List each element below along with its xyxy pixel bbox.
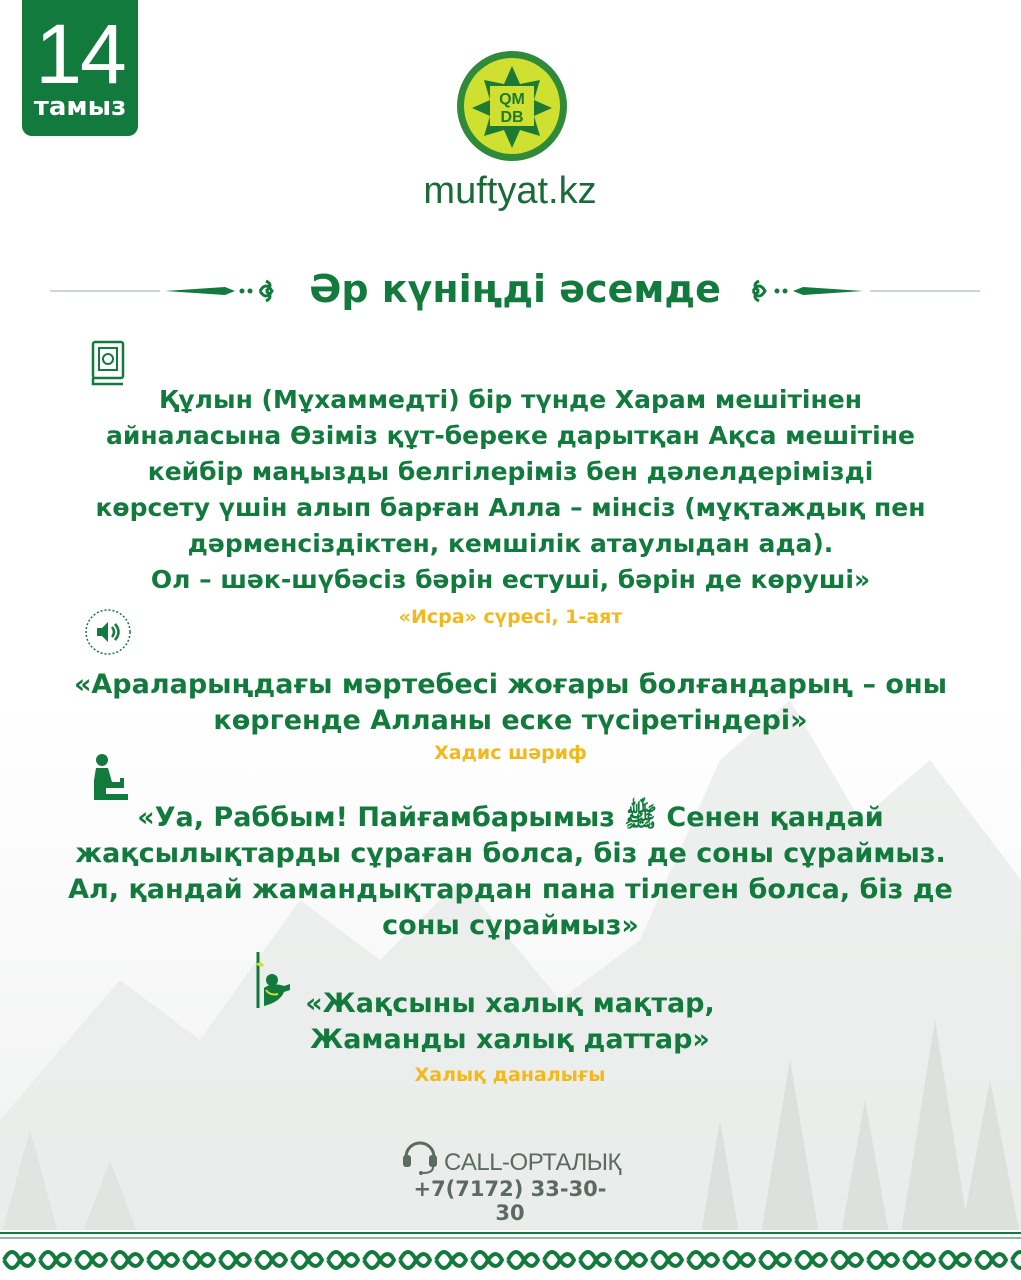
headset-icon bbox=[400, 1135, 440, 1175]
prayer-text bbox=[40, 800, 981, 944]
hadith-source: Хадис шәриф bbox=[434, 742, 587, 764]
proverb-source: Халық даналығы bbox=[414, 1064, 606, 1086]
logo-text-top: QM bbox=[499, 91, 525, 108]
ornamental-border bbox=[0, 1230, 1021, 1280]
right-ornament bbox=[745, 255, 980, 325]
hadith-line: көргенде Алланы еске түсіретіндері» bbox=[213, 705, 808, 736]
proverb-line: «Жақсыны халық мақтар, bbox=[305, 988, 715, 1019]
hadith-line: «Араларыңдағы мәртебесі жоғары болғандарың – оны bbox=[73, 669, 948, 700]
call-center-label: CALL-ОРТАЛЫҚ bbox=[444, 1149, 621, 1176]
page-title: Әр күніңді әсемде bbox=[309, 267, 721, 311]
verse-line: Ол – шәк-шүбәсіз бәрін естуші, бәрін де көруші» bbox=[150, 565, 871, 594]
date-badge bbox=[22, 0, 138, 136]
verse-line: Құлын (Мұхаммедті) бір түнде Харам мешітінен bbox=[158, 385, 862, 414]
verse-line: көрсету үшін алып барған Алла – мінсіз (мұқтаждық пен bbox=[95, 493, 926, 522]
call-center-phone[interactable]: +7(7172) 33-30-30 bbox=[413, 1177, 607, 1225]
site-name: muftyat.kz bbox=[423, 170, 597, 212]
speaker-icon bbox=[84, 608, 132, 656]
prayer-line: «Уа, Раббым! Пайғамбарымыз ﷺ Сенен қандай bbox=[137, 802, 884, 833]
verse-source: «Исра» сүресі, 1-аят bbox=[398, 606, 623, 628]
call-center bbox=[400, 1135, 630, 1225]
heading-row bbox=[50, 255, 980, 325]
quran-verse bbox=[40, 382, 981, 598]
prayer-line: Ал, қандай жамандықтардан пана тілеген болса, біз де bbox=[68, 874, 953, 905]
verse-line: дәрменсіздіктен, кемшілік атаулыдан ада). bbox=[187, 529, 834, 558]
date-month: тамыз bbox=[33, 92, 127, 122]
proverb-text bbox=[270, 986, 750, 1058]
quran-book-icon bbox=[90, 340, 126, 388]
prayer-line: соны сұраймыз» bbox=[382, 910, 639, 941]
verse-line: айналасына Өзіміз құт-береке дарытқан Ақса мешітіне bbox=[106, 421, 915, 450]
hadith-text bbox=[40, 667, 981, 739]
verse-line: кейбір маңызды белгілеріміз бен дәлелдерімізді bbox=[147, 457, 874, 486]
praying-person-icon bbox=[90, 752, 130, 800]
date-day: 14 bbox=[35, 7, 125, 101]
qmdb-logo bbox=[456, 50, 568, 162]
prayer-line: жақсылықтарды сұраған болса, біз де соны сұраймыз. bbox=[75, 838, 946, 869]
logo-text-bottom: DB bbox=[500, 109, 524, 126]
proverb-line: Жаманды халық даттар» bbox=[310, 1024, 710, 1055]
